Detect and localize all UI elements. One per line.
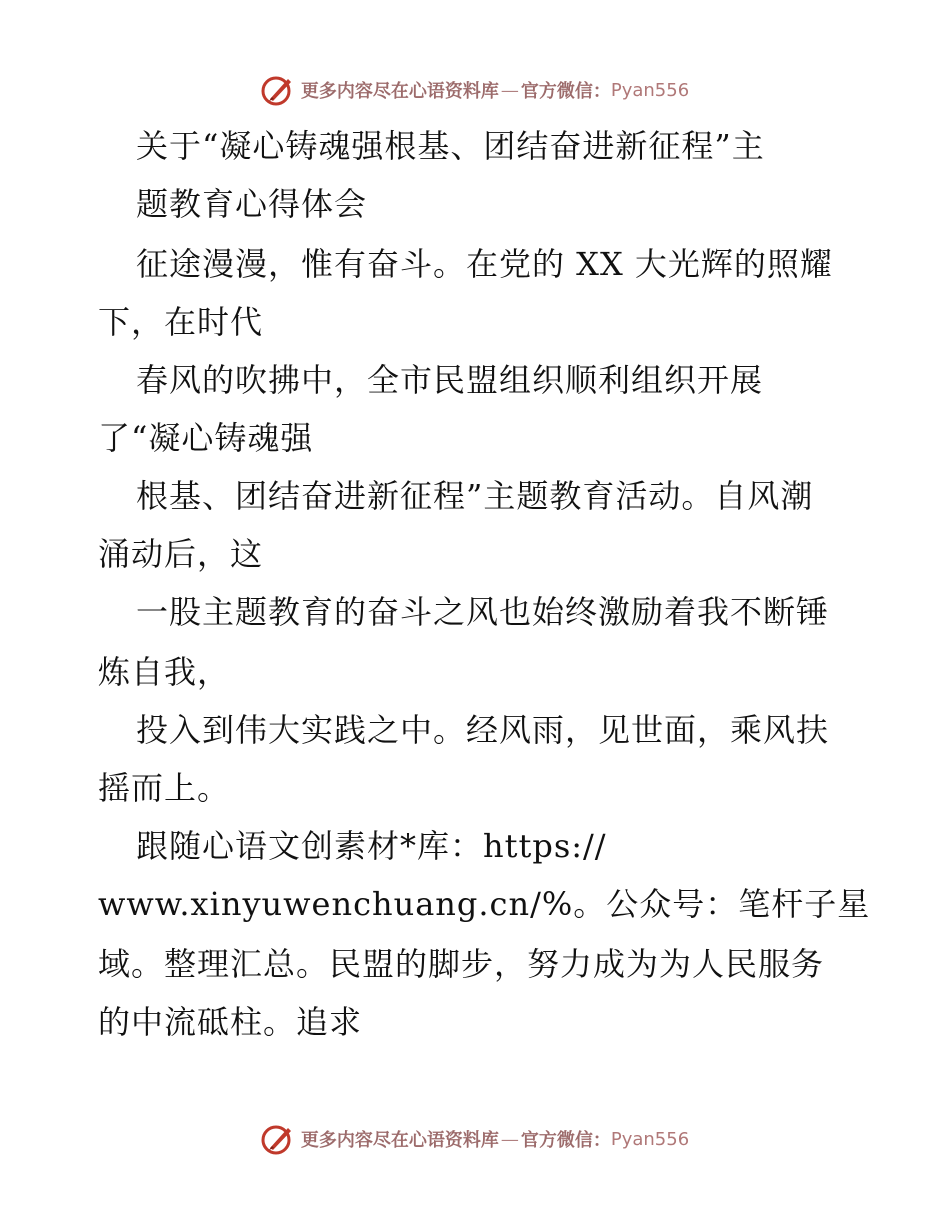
text-line: 下，在时代 — [98, 303, 264, 341]
banner-separator: — — [500, 79, 519, 101]
text-line: www.xinyuwenchuang.cn/%。公众号：笔杆子星 — [98, 885, 871, 923]
text-line: 关于“凝心铸魂强根基、团结奋进新征程”主 — [136, 127, 765, 165]
banner-wechat-label: 官方微信： — [520, 81, 611, 102]
banner-wechat-id: Pyan556 — [610, 1128, 690, 1150]
text-line: 根基、团结奋进新征程”主题教育活动。自风潮 — [136, 477, 814, 515]
banner-wechat-label: 官方微信： — [520, 1130, 611, 1151]
banner-site-text: 更多内容尽在心语资料库 — [300, 81, 499, 102]
text-line: 炼自我， — [98, 653, 231, 691]
text-line: 了“凝心铸魂强 — [98, 419, 314, 457]
banner-site-text: 更多内容尽在心语资料库 — [300, 1130, 499, 1151]
text-line: 的中流砥柱。追求 — [98, 1003, 363, 1041]
banner-wechat-id: Pyan556 — [610, 79, 690, 101]
text-line: 投入到伟大实践之中。经风雨，见世面，乘风扶 — [136, 711, 830, 749]
text-line: 摇而上。 — [98, 769, 231, 807]
text-line: 域。整理汇总。民盟的脚步，努力成为为人民服务 — [98, 945, 825, 983]
banner-separator: — — [500, 1128, 519, 1150]
text-line: 题教育心得体会 — [136, 185, 368, 223]
text-line: 春风的吹拂中，全市民盟组织顺利组织开展 — [136, 361, 764, 399]
text-line: 一股主题教育的奋斗之风也始终激励着我不断锤 — [136, 593, 830, 631]
text-line: 征途漫漫，惟有奋斗。在党的 XX 大光辉的照耀 — [136, 245, 833, 283]
footer-banner — [0, 1119, 950, 1159]
text-line: 跟随心语文创素材*库：https:// — [136, 827, 607, 865]
text-line: 涌动后，这 — [98, 535, 264, 573]
quill-logo-icon — [261, 1122, 295, 1156]
